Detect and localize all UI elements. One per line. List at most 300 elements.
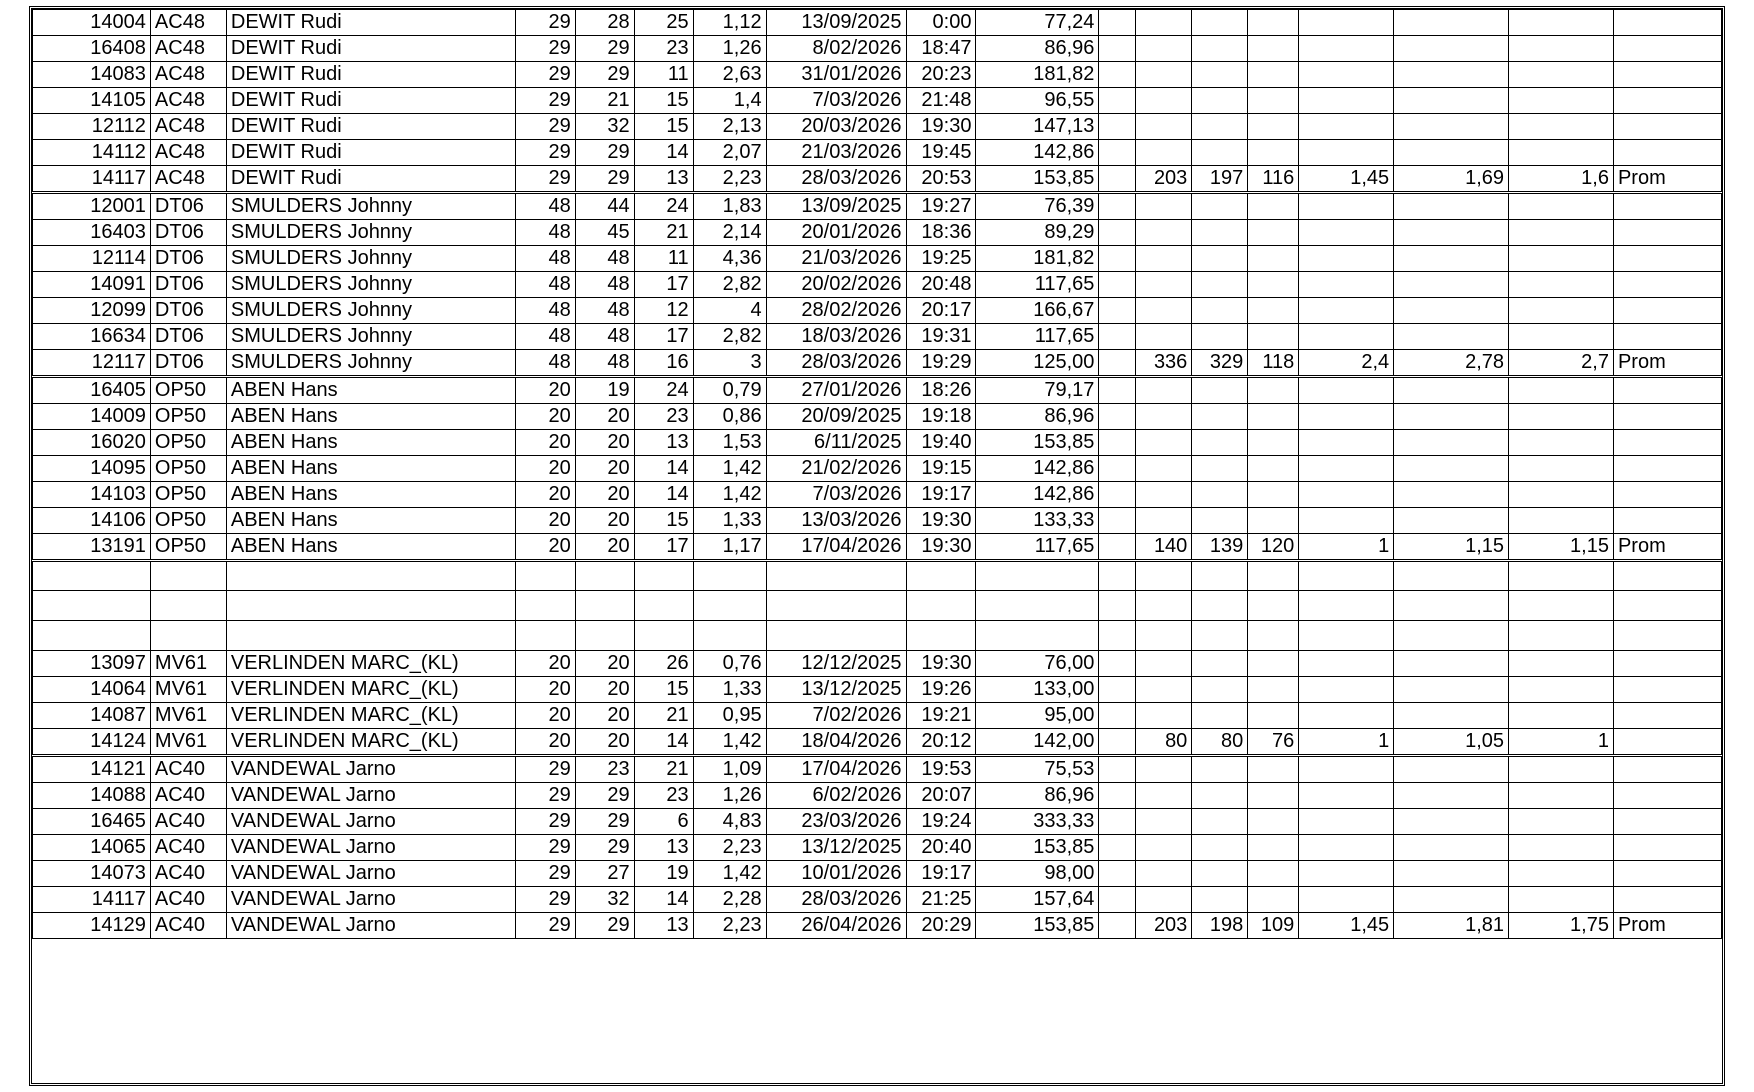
table-cell: 20/02/2026 — [766, 272, 906, 298]
table-cell: VANDEWAL Jarno — [226, 835, 515, 861]
table-cell — [1136, 324, 1192, 350]
table-cell: 29 — [515, 783, 575, 809]
table-cell — [1509, 703, 1614, 729]
table-cell: 48 — [575, 246, 634, 272]
table-cell — [1394, 114, 1509, 140]
table-cell: 147,13 — [976, 114, 1099, 140]
table-cell: 13 — [634, 913, 693, 939]
table-cell: Prom — [1613, 913, 1721, 939]
table-cell — [1509, 324, 1614, 350]
table-cell: 1,42 — [693, 482, 766, 508]
table-cell: 14129 — [33, 913, 151, 939]
table-cell: 1,45 — [1299, 166, 1394, 193]
table-cell — [1248, 591, 1299, 621]
table-cell: 29 — [515, 809, 575, 835]
table-cell — [1099, 220, 1136, 246]
table-cell: 1,12 — [693, 10, 766, 36]
table-cell — [1136, 377, 1192, 404]
table-row — [33, 36, 1722, 62]
table-cell: 48 — [515, 193, 575, 220]
table-cell: 2,63 — [693, 62, 766, 88]
table-cell — [1248, 621, 1299, 651]
table-cell — [1613, 272, 1721, 298]
table-cell — [1136, 861, 1192, 887]
table-cell: 17 — [634, 272, 693, 298]
table-row — [33, 88, 1722, 114]
table-cell — [515, 621, 575, 651]
table-cell: 29 — [575, 835, 634, 861]
table-cell: 14 — [634, 729, 693, 756]
table-cell — [1613, 114, 1721, 140]
table-cell — [1613, 783, 1721, 809]
table-cell — [1192, 298, 1248, 324]
table-cell: AC40 — [150, 809, 226, 835]
table-cell — [1192, 10, 1248, 36]
table-cell: 25 — [634, 10, 693, 36]
table-cell — [1509, 272, 1614, 298]
table-cell — [1394, 193, 1509, 220]
table-cell: AC40 — [150, 835, 226, 861]
table-cell: 15 — [634, 114, 693, 140]
table-row — [33, 913, 1722, 939]
table-cell — [1099, 193, 1136, 220]
table-cell: 125,00 — [976, 350, 1099, 377]
table-cell — [1613, 456, 1721, 482]
table-cell — [766, 591, 906, 621]
table-cell: 20 — [515, 534, 575, 561]
table-cell: 203 — [1136, 166, 1192, 193]
table-cell — [1099, 508, 1136, 534]
table-cell: 6/11/2025 — [766, 430, 906, 456]
table-cell — [1299, 430, 1394, 456]
table-cell — [1299, 651, 1394, 677]
table-cell: 20 — [515, 703, 575, 729]
table-row — [33, 783, 1722, 809]
table-cell — [1099, 404, 1136, 430]
table-cell — [1509, 10, 1614, 36]
table-cell: 20/09/2025 — [766, 404, 906, 430]
table-cell: VANDEWAL Jarno — [226, 756, 515, 783]
table-cell — [1613, 651, 1721, 677]
table-cell: 29 — [515, 756, 575, 783]
table-cell: 140 — [1136, 534, 1192, 561]
table-cell — [1099, 456, 1136, 482]
table-cell: 133,00 — [976, 677, 1099, 703]
table-cell: 11 — [634, 246, 693, 272]
table-cell — [1299, 703, 1394, 729]
table-cell: Prom — [1613, 534, 1721, 561]
table-cell: 19:17 — [906, 482, 976, 508]
table-cell: 77,24 — [976, 10, 1099, 36]
table-cell — [1509, 298, 1614, 324]
table-cell: 48 — [515, 298, 575, 324]
table-row — [33, 166, 1722, 193]
table-cell: 120 — [1248, 534, 1299, 561]
table-cell: 19:45 — [906, 140, 976, 166]
table-cell: 2,4 — [1299, 350, 1394, 377]
table-cell — [1248, 62, 1299, 88]
table-cell: 20 — [575, 534, 634, 561]
table-cell: 19:30 — [906, 508, 976, 534]
table-cell: 8/02/2026 — [766, 36, 906, 62]
table-cell — [575, 621, 634, 651]
table-cell: 48 — [515, 220, 575, 246]
table-cell: OP50 — [150, 404, 226, 430]
table-cell: 14004 — [33, 10, 151, 36]
table-cell: 15 — [634, 88, 693, 114]
table-cell — [1192, 114, 1248, 140]
table-cell: VERLINDEN MARC_(KL) — [226, 729, 515, 756]
table-cell — [1192, 324, 1248, 350]
table-cell: OP50 — [150, 430, 226, 456]
table-cell: 28/03/2026 — [766, 350, 906, 377]
table-row — [33, 835, 1722, 861]
table-cell: 44 — [575, 193, 634, 220]
table-cell — [226, 561, 515, 591]
table-cell — [515, 591, 575, 621]
table-cell: 20 — [575, 651, 634, 677]
table-cell — [1248, 835, 1299, 861]
table-cell — [1192, 193, 1248, 220]
table-cell — [1394, 677, 1509, 703]
table-row — [33, 272, 1722, 298]
table-cell — [1394, 62, 1509, 88]
table-cell: 14087 — [33, 703, 151, 729]
table-cell — [575, 561, 634, 591]
table-cell: 29 — [515, 861, 575, 887]
table-cell: 18:47 — [906, 36, 976, 62]
table-cell — [1613, 377, 1721, 404]
table-cell — [1136, 591, 1192, 621]
table-cell — [1136, 756, 1192, 783]
table-cell — [1248, 272, 1299, 298]
table-cell — [1299, 88, 1394, 114]
table-cell — [1394, 887, 1509, 913]
table-cell: 14105 — [33, 88, 151, 114]
table-cell — [1248, 430, 1299, 456]
table-cell — [1394, 88, 1509, 114]
table-cell — [1099, 114, 1136, 140]
table-cell: 13191 — [33, 534, 151, 561]
table-cell — [1248, 36, 1299, 62]
table-cell: 20:17 — [906, 298, 976, 324]
table-cell — [226, 591, 515, 621]
table-cell: 19:17 — [906, 861, 976, 887]
table-cell — [1136, 193, 1192, 220]
table-cell: 14117 — [33, 166, 151, 193]
table-row — [33, 756, 1722, 783]
table-cell: 7/02/2026 — [766, 703, 906, 729]
table-cell — [1099, 430, 1136, 456]
table-cell: 3 — [693, 350, 766, 377]
table-cell — [1248, 377, 1299, 404]
table-cell — [1613, 482, 1721, 508]
table-cell — [1394, 220, 1509, 246]
table-cell — [1509, 621, 1614, 651]
table-cell: Prom — [1613, 350, 1721, 377]
table-cell — [1192, 783, 1248, 809]
table-cell: 48 — [515, 324, 575, 350]
table-cell: AC48 — [150, 36, 226, 62]
table-cell — [1299, 193, 1394, 220]
table-cell: 133,33 — [976, 508, 1099, 534]
table-row — [33, 350, 1722, 377]
table-cell — [1509, 404, 1614, 430]
table-cell: 21/03/2026 — [766, 246, 906, 272]
table-cell: 32 — [575, 114, 634, 140]
table-cell: ABEN Hans — [226, 456, 515, 482]
table-cell — [1394, 377, 1509, 404]
table-cell — [1248, 404, 1299, 430]
table-cell — [1099, 861, 1136, 887]
table-cell — [1136, 36, 1192, 62]
table-cell: 19:15 — [906, 456, 976, 482]
table-cell: 19:31 — [906, 324, 976, 350]
table-cell — [1192, 809, 1248, 835]
table-cell: 29 — [515, 913, 575, 939]
table-cell: 20:48 — [906, 272, 976, 298]
table-cell — [1099, 166, 1136, 193]
table-cell — [1613, 756, 1721, 783]
table-cell — [1509, 861, 1614, 887]
table-row — [33, 220, 1722, 246]
table-cell — [1136, 404, 1192, 430]
table-cell — [1192, 377, 1248, 404]
table-cell — [1248, 809, 1299, 835]
table-row — [33, 809, 1722, 835]
table-cell: 0:00 — [906, 10, 976, 36]
table-cell — [1248, 140, 1299, 166]
table-cell: 28 — [575, 10, 634, 36]
table-cell: AC40 — [150, 756, 226, 783]
table-cell: 48 — [575, 272, 634, 298]
table-cell: 0,79 — [693, 377, 766, 404]
table-cell: 19:30 — [906, 534, 976, 561]
table-cell: 23 — [634, 404, 693, 430]
table-cell: VANDEWAL Jarno — [226, 887, 515, 913]
table-cell: 12117 — [33, 350, 151, 377]
table-cell: 1,83 — [693, 193, 766, 220]
table-cell — [33, 561, 151, 591]
table-cell — [1099, 350, 1136, 377]
table-cell: 1,69 — [1394, 166, 1509, 193]
table-cell — [1192, 36, 1248, 62]
table-cell: 20:07 — [906, 783, 976, 809]
table-cell: 29 — [515, 88, 575, 114]
table-cell: VANDEWAL Jarno — [226, 913, 515, 939]
table-cell: 18/03/2026 — [766, 324, 906, 350]
table-cell: MV61 — [150, 677, 226, 703]
table-cell: 1,42 — [693, 456, 766, 482]
table-cell: 1,15 — [1394, 534, 1509, 561]
table-cell — [1248, 703, 1299, 729]
table-cell — [1299, 621, 1394, 651]
table-cell: 29 — [575, 913, 634, 939]
table-cell — [1136, 621, 1192, 651]
table-cell — [1613, 324, 1721, 350]
table-cell — [1192, 404, 1248, 430]
table-cell: 139 — [1192, 534, 1248, 561]
table-cell — [1099, 377, 1136, 404]
table-cell: 13/03/2026 — [766, 508, 906, 534]
table-cell: 21 — [634, 756, 693, 783]
table-cell: AC48 — [150, 166, 226, 193]
table-cell: 20 — [515, 651, 575, 677]
table-cell — [1248, 482, 1299, 508]
table-cell: 10/01/2026 — [766, 861, 906, 887]
table-cell: 16020 — [33, 430, 151, 456]
table-cell: 1,45 — [1299, 913, 1394, 939]
table-cell — [1099, 324, 1136, 350]
table-cell: 2,82 — [693, 324, 766, 350]
table-cell: 29 — [515, 36, 575, 62]
table-cell: 12/12/2025 — [766, 651, 906, 677]
table-cell: 20 — [575, 404, 634, 430]
table-cell: 18/04/2026 — [766, 729, 906, 756]
table-cell: 32 — [575, 887, 634, 913]
table-cell — [1299, 756, 1394, 783]
table-cell: 14103 — [33, 482, 151, 508]
table-cell — [1192, 621, 1248, 651]
table-cell — [1248, 456, 1299, 482]
table-row — [33, 861, 1722, 887]
table-row — [33, 62, 1722, 88]
table-cell — [1394, 809, 1509, 835]
table-cell: 28/03/2026 — [766, 166, 906, 193]
table-cell: 20 — [515, 677, 575, 703]
table-cell: 19:27 — [906, 193, 976, 220]
table-cell: 24 — [634, 193, 693, 220]
table-cell: 1,42 — [693, 729, 766, 756]
table-cell — [1192, 703, 1248, 729]
table-cell — [150, 591, 226, 621]
table-row — [33, 456, 1722, 482]
table-cell: VERLINDEN MARC_(KL) — [226, 651, 515, 677]
table-cell: DT06 — [150, 350, 226, 377]
table-cell — [1394, 246, 1509, 272]
table-cell: 23 — [634, 36, 693, 62]
table-row — [33, 591, 1722, 621]
table-cell: 18:26 — [906, 377, 976, 404]
table-cell: 14124 — [33, 729, 151, 756]
table-cell: 16405 — [33, 377, 151, 404]
table-cell: 6/02/2026 — [766, 783, 906, 809]
table-cell: 2,13 — [693, 114, 766, 140]
table-cell: MV61 — [150, 703, 226, 729]
table-cell — [1394, 324, 1509, 350]
table-cell — [1099, 246, 1136, 272]
table-cell — [1509, 140, 1614, 166]
table-cell: 1,33 — [693, 508, 766, 534]
table-cell: 16403 — [33, 220, 151, 246]
table-cell — [1099, 482, 1136, 508]
table-cell: 1,42 — [693, 861, 766, 887]
table-cell: MV61 — [150, 651, 226, 677]
table-cell — [1136, 508, 1192, 534]
table-row — [33, 621, 1722, 651]
table-cell: 2,07 — [693, 140, 766, 166]
table-cell — [1248, 756, 1299, 783]
table-cell — [1099, 272, 1136, 298]
table-cell: AC40 — [150, 887, 226, 913]
table-cell — [1248, 298, 1299, 324]
table-cell — [1394, 703, 1509, 729]
table-cell: SMULDERS Johnny — [226, 193, 515, 220]
table-cell — [1192, 140, 1248, 166]
table-cell: 20 — [575, 456, 634, 482]
table-cell — [1099, 887, 1136, 913]
table-cell — [634, 561, 693, 591]
table-cell — [1136, 10, 1192, 36]
table-row — [33, 677, 1722, 703]
table-cell: 29 — [575, 36, 634, 62]
table-cell — [693, 561, 766, 591]
table-cell — [1299, 298, 1394, 324]
table-cell — [1394, 651, 1509, 677]
table-cell — [1509, 62, 1614, 88]
table-cell — [1299, 62, 1394, 88]
table-row — [33, 703, 1722, 729]
table-cell: 14009 — [33, 404, 151, 430]
table-cell: 7/03/2026 — [766, 88, 906, 114]
table-cell: 13 — [634, 835, 693, 861]
table-cell: 19:21 — [906, 703, 976, 729]
table-cell — [1192, 456, 1248, 482]
table-cell: 98,00 — [976, 861, 1099, 887]
table-cell: SMULDERS Johnny — [226, 246, 515, 272]
table-cell: 45 — [575, 220, 634, 246]
table-cell — [1509, 430, 1614, 456]
table-cell: 14 — [634, 140, 693, 166]
table-row — [33, 729, 1722, 756]
table-cell — [1136, 430, 1192, 456]
table-cell: 21:48 — [906, 88, 976, 114]
table-cell: 29 — [515, 62, 575, 88]
table-cell: ABEN Hans — [226, 430, 515, 456]
table-cell: 80 — [1192, 729, 1248, 756]
table-cell: 203 — [1136, 913, 1192, 939]
table-cell — [1248, 561, 1299, 591]
table-cell — [1509, 220, 1614, 246]
table-cell — [1394, 861, 1509, 887]
table-cell — [693, 621, 766, 651]
table-cell — [1613, 193, 1721, 220]
table-cell — [1192, 246, 1248, 272]
table-cell — [1299, 591, 1394, 621]
table-cell — [1192, 482, 1248, 508]
table-cell: 1,15 — [1509, 534, 1614, 561]
table-cell: 29 — [575, 166, 634, 193]
table-cell: OP50 — [150, 508, 226, 534]
table-cell: 166,67 — [976, 298, 1099, 324]
table-cell — [1613, 62, 1721, 88]
table-cell: 29 — [515, 166, 575, 193]
spreadsheet — [29, 6, 1725, 1086]
table-cell: 17/04/2026 — [766, 756, 906, 783]
table-cell — [1613, 10, 1721, 36]
table-cell — [1509, 756, 1614, 783]
table-cell: 333,33 — [976, 809, 1099, 835]
table-cell: 19:24 — [906, 809, 976, 835]
table-cell — [1192, 756, 1248, 783]
table-cell — [1509, 809, 1614, 835]
table-cell — [1394, 756, 1509, 783]
table-cell — [1613, 246, 1721, 272]
table-cell: 86,96 — [976, 36, 1099, 62]
table-cell — [1394, 561, 1509, 591]
table-cell: 19:53 — [906, 756, 976, 783]
table-cell — [1136, 88, 1192, 114]
